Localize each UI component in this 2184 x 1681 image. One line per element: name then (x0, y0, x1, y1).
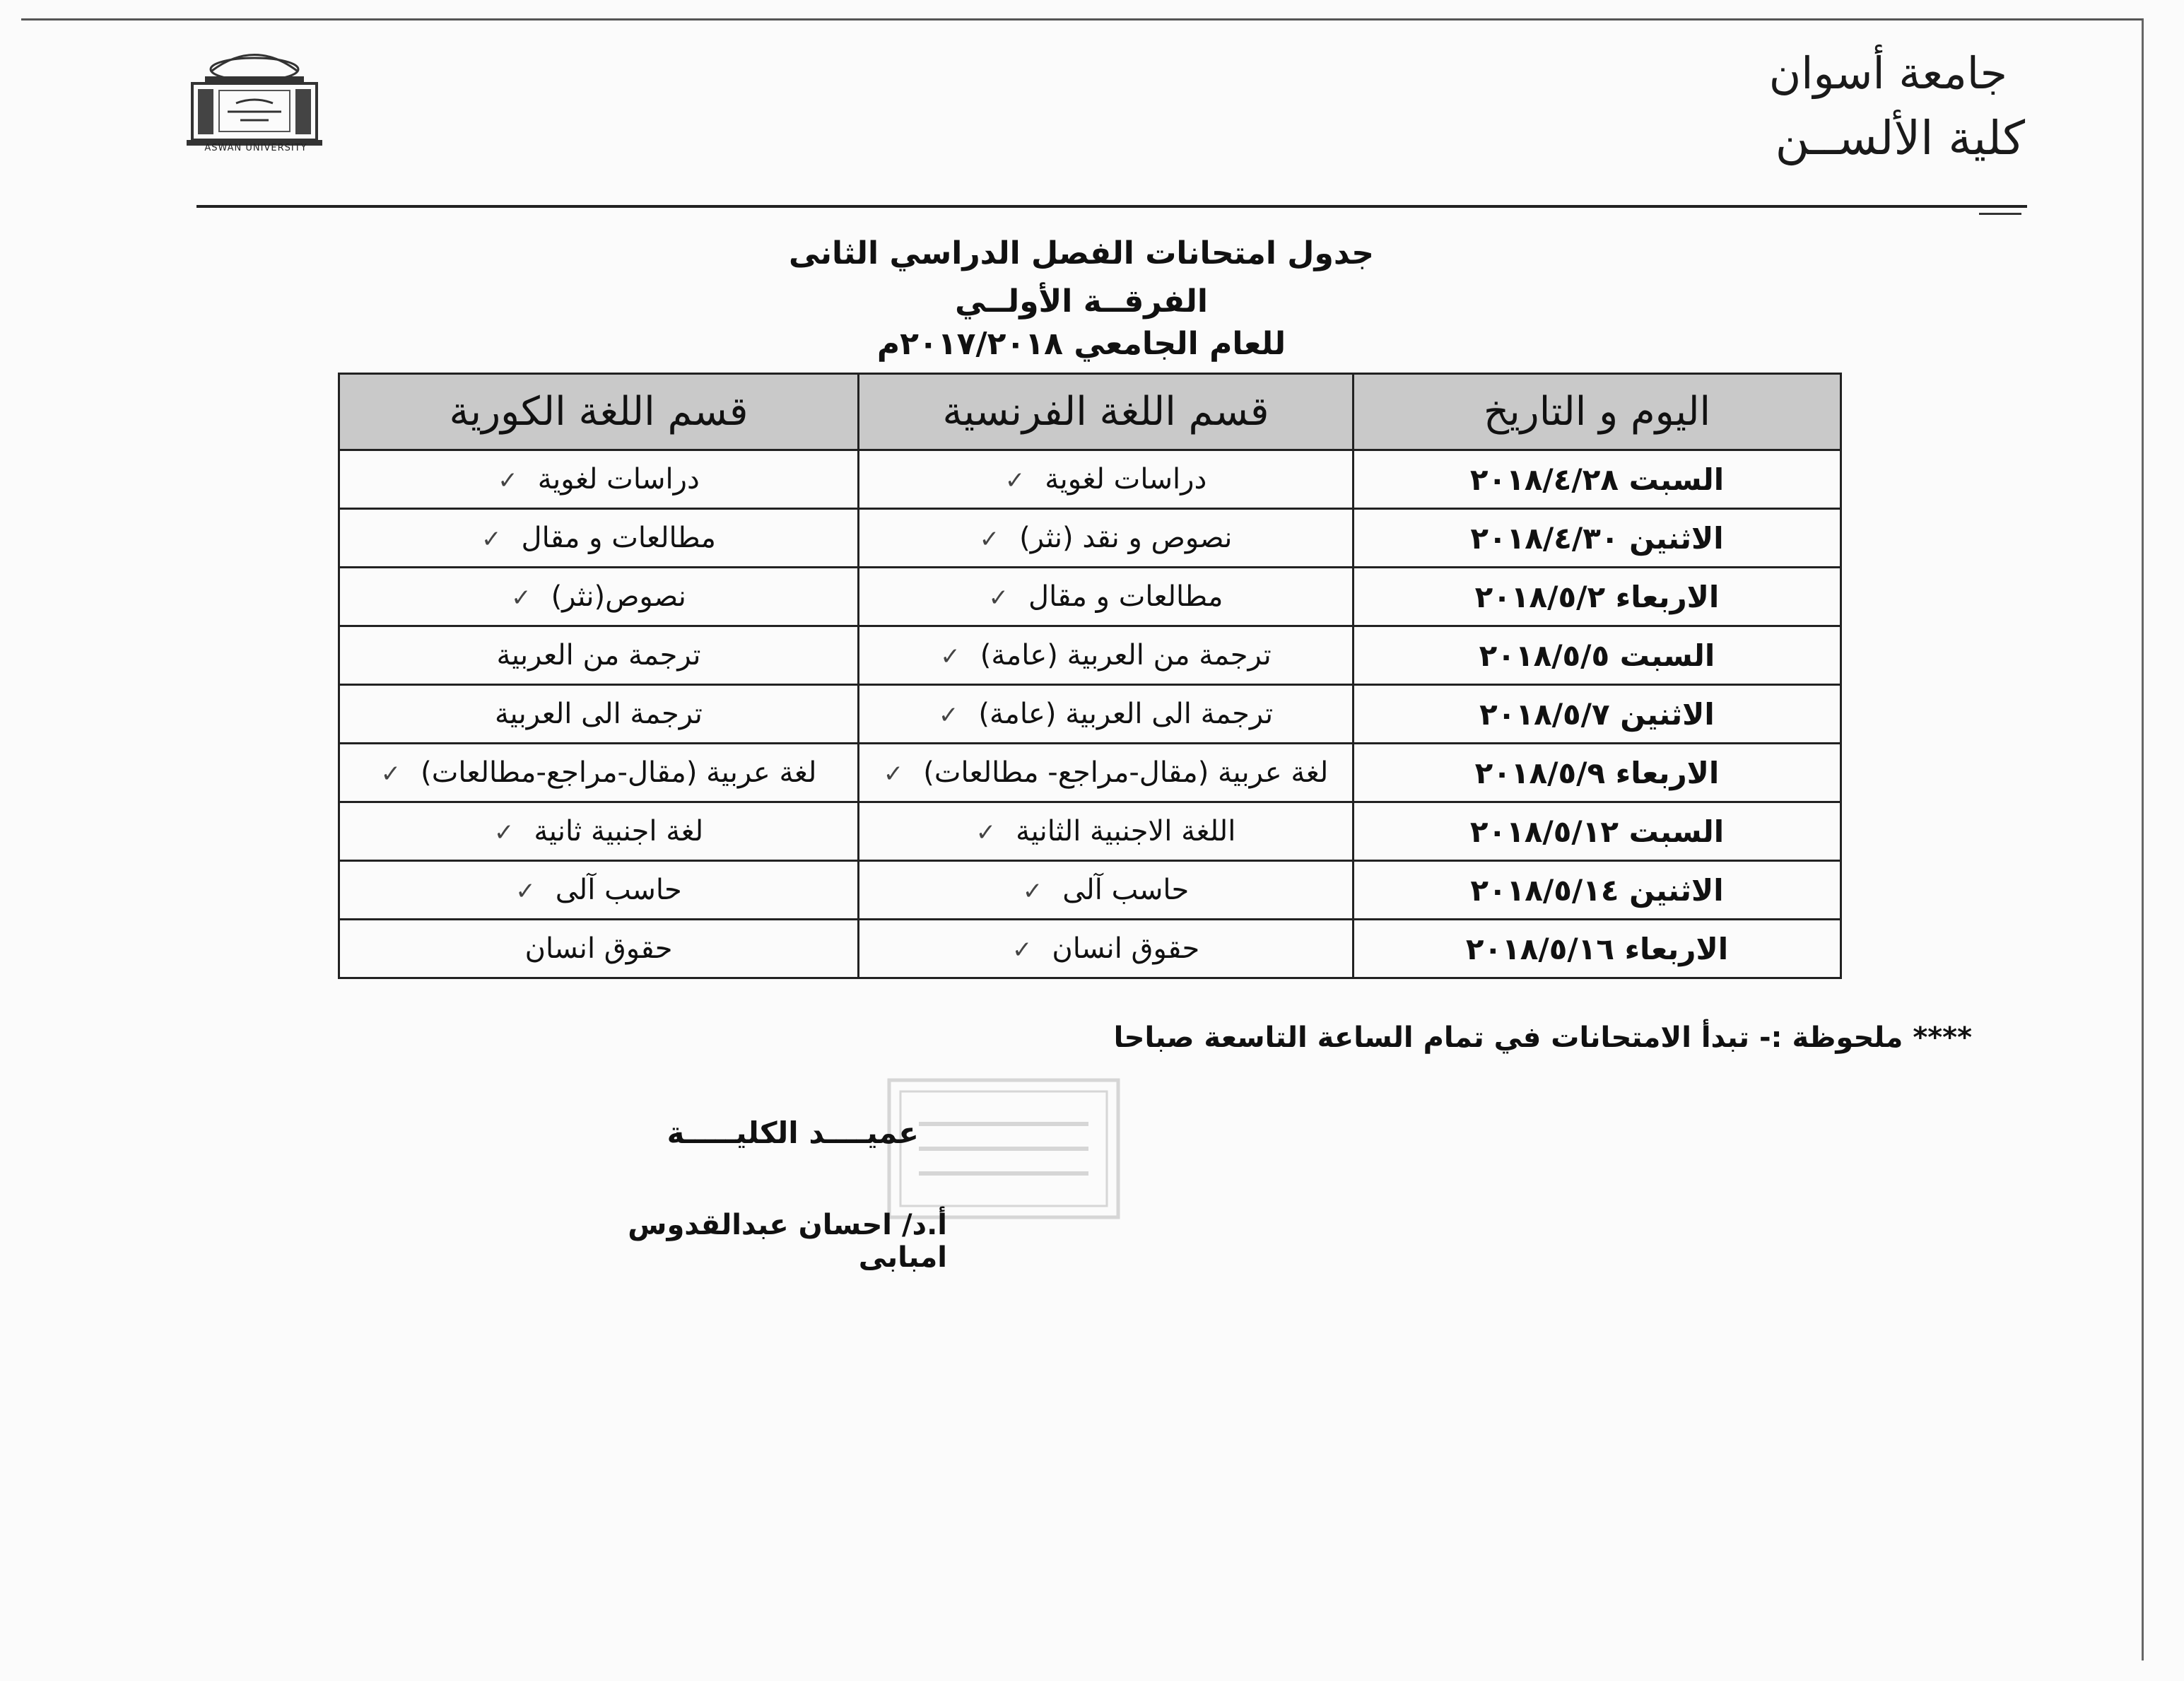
french-subject-cell (859, 920, 1354, 978)
schedule-title: جدول امتحانات الفصل الدراسي الثانى (789, 235, 1374, 271)
korean-subject-cell (339, 861, 859, 920)
korean-subject: ترجمة من العربية (496, 639, 701, 672)
korean-subject: ترجمة الى العربية (495, 698, 703, 730)
check-mark-icon: ✓ (498, 467, 518, 495)
korean-subject-cell (339, 802, 859, 861)
table-row (339, 626, 1841, 685)
header-divider (196, 205, 2027, 208)
french-subject-cell (859, 802, 1354, 861)
table-row (339, 920, 1841, 978)
korean-subject-cell (339, 744, 859, 802)
check-mark-icon: ✓ (1011, 936, 1033, 964)
korean-subject: لغة عربية (مقال-مراجع-مطالعات) (421, 756, 817, 789)
table-row (339, 861, 1841, 920)
french-subject-cell (859, 861, 1354, 920)
table-row (339, 509, 1841, 568)
check-mark-icon: ✓ (481, 525, 502, 554)
exam-date: الاربعاء ٢٠١٨/٥/١٦ (1354, 920, 1841, 978)
table-row (339, 685, 1841, 744)
french-subject: لغة عربية (مقال-مراجع- مطالعات) (923, 756, 1329, 789)
exam-date: السبت ٢٠١٨/٥/٥ (1354, 626, 1841, 685)
check-mark-icon: ✓ (883, 760, 904, 788)
french-subject: ترجمة الى العربية (عامة) (978, 698, 1274, 730)
french-subject: ترجمة من العربية (عامة) (980, 639, 1272, 672)
table-row (339, 744, 1841, 802)
header-korean: قسم اللغة الكورية (339, 374, 859, 450)
table-row (339, 568, 1841, 626)
korean-subject: لغة اجنبية ثانية (534, 815, 704, 848)
check-mark-icon: ✓ (515, 877, 536, 906)
korean-subject-cell (339, 685, 859, 744)
header-french: قسم اللغة الفرنسية (859, 374, 1354, 450)
check-mark-icon: ✓ (1022, 877, 1043, 906)
french-subject: دراسات لغوية (1045, 463, 1207, 496)
check-mark-icon: ✓ (979, 525, 1000, 554)
header-divider-tail (1979, 213, 2021, 215)
exam-schedule-table (338, 373, 1842, 979)
check-mark-icon: ✓ (940, 643, 961, 671)
faculty-name: كلية الألســن (1775, 111, 2025, 165)
table-row (339, 802, 1841, 861)
faded-stamp (883, 1074, 1124, 1223)
korean-subject: دراسات لغوية (537, 463, 700, 496)
korean-subject: حاسب آلى (555, 874, 682, 906)
check-mark-icon: ✓ (975, 819, 997, 847)
french-subject: حقوق انسان (1052, 932, 1200, 965)
dean-title: عميــــد الكليـــــة (667, 1115, 919, 1150)
korean-subject-cell (339, 568, 859, 626)
french-subject: حاسب آلى (1062, 874, 1190, 906)
exam-date: الاثنين ٢٠١٨/٤/٣٠ (1354, 509, 1841, 568)
french-subject-cell (859, 568, 1354, 626)
check-mark-icon: ✓ (493, 819, 515, 847)
korean-subject: مطالعات و مقال (521, 522, 716, 554)
class-level: الفرقــة الأولــي (955, 283, 1208, 320)
check-mark-icon: ✓ (938, 701, 959, 730)
exam-date: الاثنين ٢٠١٨/٥/٧ (1354, 685, 1841, 744)
university-name: جامعة أسوان (1768, 47, 2007, 99)
check-mark-icon: ✓ (511, 584, 532, 612)
table-header-row (339, 374, 1841, 450)
french-subject-cell (859, 450, 1354, 509)
exam-date: الاربعاء ٢٠١٨/٥/٩ (1354, 744, 1841, 802)
korean-subject-cell (339, 626, 859, 685)
dean-name: أ.د/ احسان عبدالقدوس امبابى (628, 1209, 947, 1274)
exam-date: السبت ٢٠١٨/٥/١٢ (1354, 802, 1841, 861)
exam-date: السبت ٢٠١٨/٤/٢٨ (1354, 450, 1841, 509)
header-date: اليوم و التاريخ (1354, 374, 1841, 450)
exam-start-note: **** ملحوظة :- تبدأ الامتحانات في تمام الساعة التاسعة صباحا (1113, 1021, 1972, 1054)
exam-date: الاربعاء ٢٠١٨/٥/٢ (1354, 568, 1841, 626)
french-subject: اللغة الاجنبية الثانية (1016, 815, 1236, 848)
check-mark-icon: ✓ (380, 760, 401, 788)
french-subject-cell (859, 509, 1354, 568)
korean-subject-cell (339, 920, 859, 978)
korean-subject-cell (339, 450, 859, 509)
french-subject-cell (859, 626, 1354, 685)
french-subject-cell (859, 685, 1354, 744)
academic-year: للعام الجامعي ٢٠١٧/٢٠١٨م (876, 326, 1286, 362)
logo-caption: ASWAN UNIVERSITY (204, 143, 307, 153)
stamp-icon (883, 1074, 1124, 1223)
table-row (339, 450, 1841, 509)
french-subject-cell (859, 744, 1354, 802)
french-subject: مطالعات و مقال (1028, 580, 1223, 613)
korean-subject: حقوق انسان (524, 932, 673, 965)
korean-subject-cell (339, 509, 859, 568)
check-mark-icon: ✓ (988, 584, 1009, 612)
exam-date: الاثنين ٢٠١٨/٥/١٤ (1354, 861, 1841, 920)
french-subject: نصوص و نقد (نثر) (1019, 522, 1233, 554)
korean-subject: نصوص(نثر) (551, 580, 686, 613)
check-mark-icon: ✓ (1004, 467, 1026, 495)
